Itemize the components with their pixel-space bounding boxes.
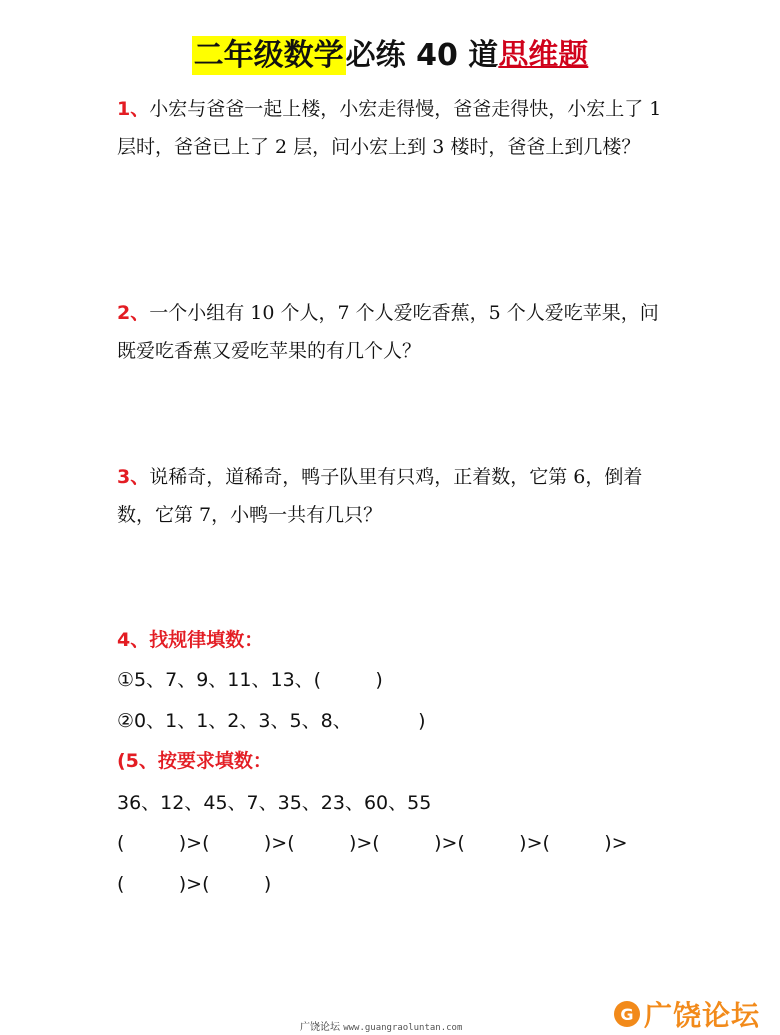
logo-mark-icon: G <box>614 1001 640 1027</box>
logo-text: 广饶论坛 <box>644 999 761 1032</box>
page-title <box>0 34 780 78</box>
footer-url: www.guangraoluntan.com <box>343 1023 463 1033</box>
title-red: 思维题 <box>498 38 589 73</box>
section-5-blanks-1: ( )>( )>( )>( )>( )>( )> <box>117 832 628 854</box>
site-logo <box>614 996 760 1032</box>
section-5-blanks-2: ( )>( ) <box>117 873 272 895</box>
footer-watermark <box>300 1018 462 1033</box>
question-1-number: 1、 <box>117 98 150 120</box>
question-3-text: 说稀奇，道稀奇，鸭子队里有只鸡，正着数，它第 6，倒着数，它第 7，小鸭一共有几只？ <box>117 466 643 526</box>
section-4-line-1: ①5、7、9、11、13、( ) <box>117 669 383 691</box>
section-4-line-2: ②0、1、1、2、3、5、8、 ) <box>117 710 426 732</box>
title-highlighted: 二年级数学 <box>193 38 344 73</box>
title-middle: 必练 40 道 <box>345 38 499 73</box>
question-3 <box>117 458 677 534</box>
question-2-text: 一个小组有 10 个人，7 个人爱吃香蕉，5 个人爱吃苹果，问既爱吃香蕉又爱吃苹果的有几个人？ <box>117 302 659 362</box>
question-1 <box>117 90 677 166</box>
question-2-number: 2、 <box>117 302 150 324</box>
section-5-numbers: 36、12、45、7、35、23、60、55 <box>117 792 432 814</box>
section-4-heading: 4、找规律填数： <box>117 629 264 651</box>
section-5-heading: (5、按要求填数： <box>117 750 272 772</box>
question-2 <box>117 294 677 370</box>
footer-site-name: 广饶论坛 <box>300 1022 340 1033</box>
question-1-text: 小宏与爸爸一起上楼，小宏走得慢，爸爸走得快，小宏上了 1 层时，爸爸已上了 2 层，问小宏上到 3 楼时，爸爸上到几楼？ <box>117 98 662 158</box>
question-3-number: 3、 <box>117 466 150 488</box>
